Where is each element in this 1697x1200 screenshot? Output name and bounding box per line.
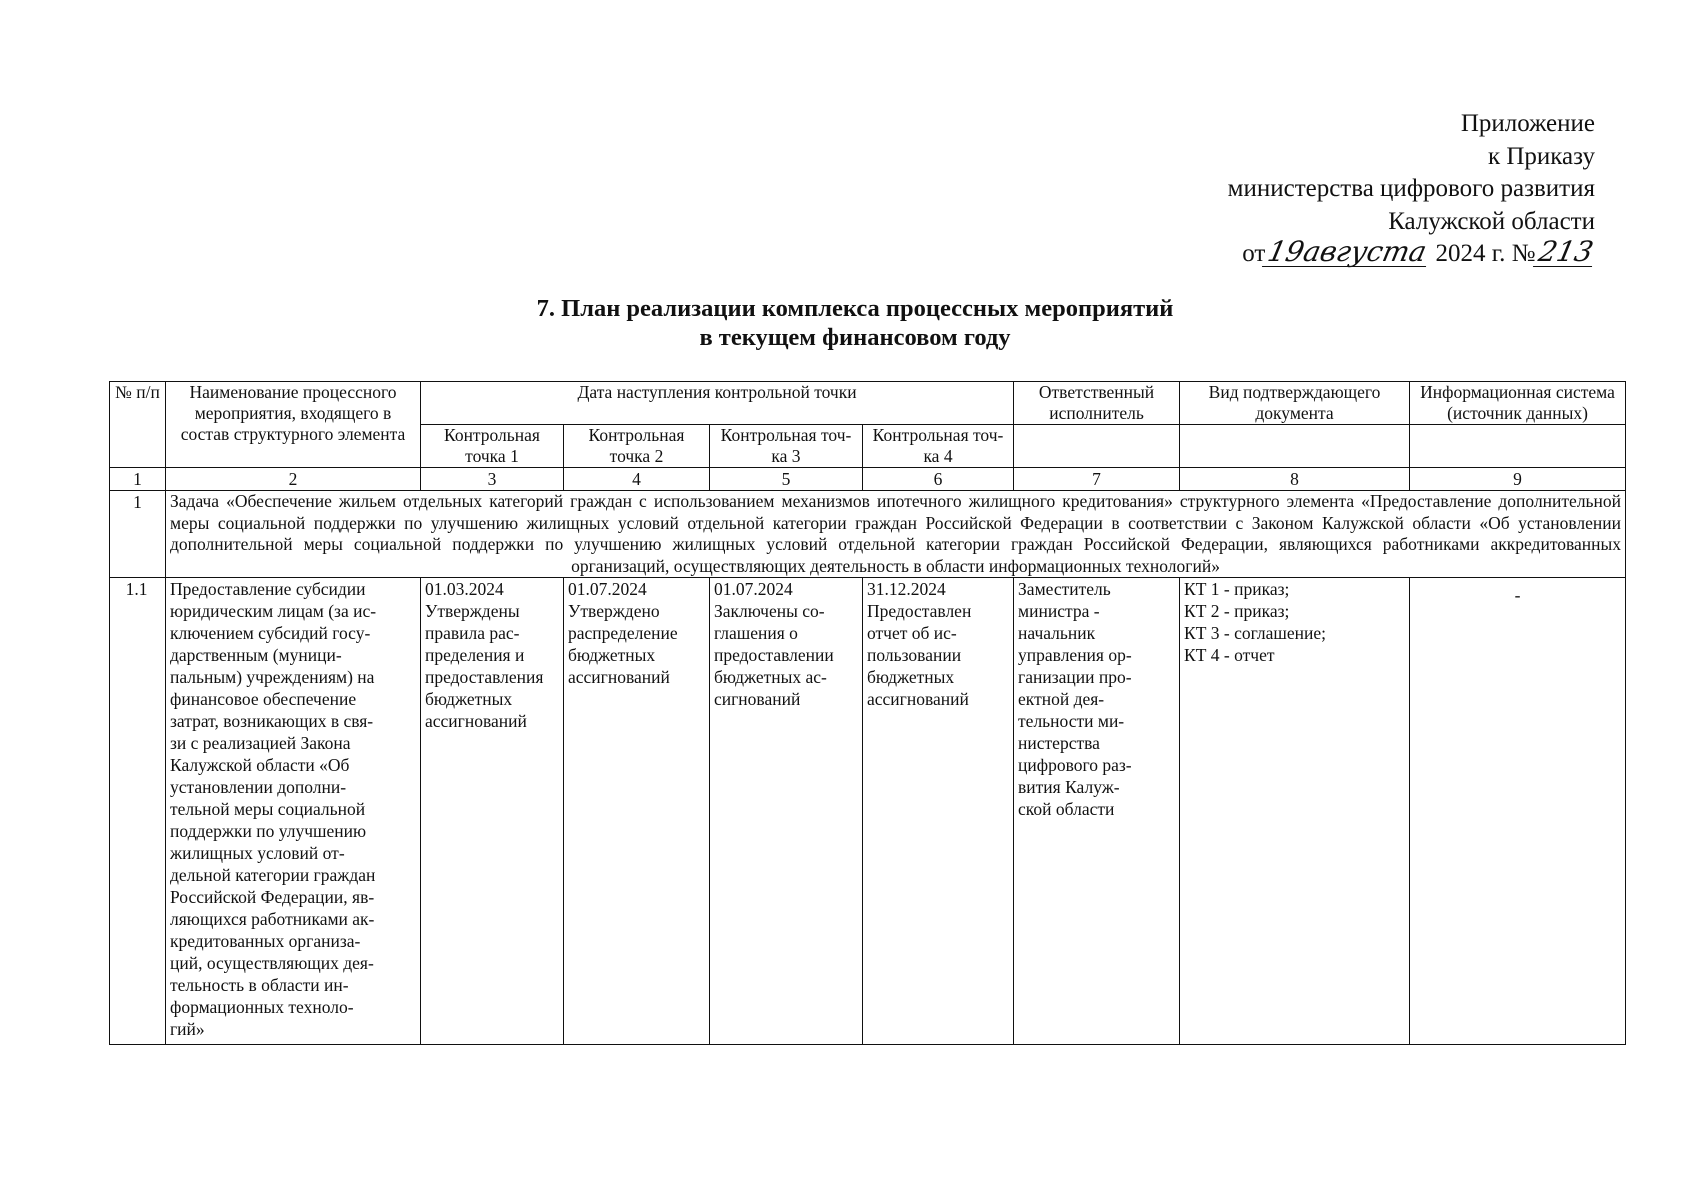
appendix-label: Приложение	[1460, 110, 1595, 137]
order-prefix: от	[1242, 240, 1266, 267]
task-row-num: 1	[110, 491, 166, 578]
to-order-label: к Приказу	[1487, 142, 1595, 170]
cell-text-line: КТ 2 - приказ;	[1184, 601, 1290, 621]
cell-text-line: Заключены со-	[714, 601, 825, 621]
cell-text-line: пальным) учреждениям) на	[170, 667, 375, 687]
cell-text-line: тельности ми-	[1018, 711, 1125, 731]
cell-text-line: бюджетных ас-	[714, 667, 827, 687]
cell-text-line: формационных техноло-	[170, 997, 354, 1017]
row-checkpoint-3	[710, 578, 863, 1045]
cell-text-line: установлении дополни-	[170, 777, 347, 797]
cell-text-line: затрат, возникающих в свя-	[170, 711, 374, 731]
row-checkpoint-1	[421, 578, 564, 1045]
cell-text-line: дельной категории граждан	[170, 865, 376, 885]
cell-text-line: начальник	[1018, 623, 1096, 643]
task-row	[110, 491, 1626, 578]
cell-text-line: 01.07.2024	[714, 579, 793, 599]
title-line-1: 7. План реализации комплекса процессных мероприятий	[536, 295, 1174, 322]
cell-text-line: финансовое обеспечение	[170, 689, 357, 709]
column-index: 4	[564, 468, 710, 491]
cell-text-line: управления ор-	[1018, 645, 1132, 665]
cell-text-line: ляющихся работниками ак-	[170, 909, 375, 929]
cell-text-line: пределения и	[425, 645, 525, 665]
column-index: 1	[110, 468, 166, 491]
column-index: 2	[166, 468, 421, 491]
cell-text-line: 01.07.2024	[568, 579, 647, 599]
col-header-doc-type: Вид подтверждающего документа	[1180, 382, 1410, 425]
cell-text-line: КТ 3 - соглашение;	[1184, 623, 1327, 643]
col-header-cp1: Контрольная точка 1	[421, 425, 564, 468]
cell-text-line: предоставлении	[714, 645, 834, 665]
implementation-plan-table	[109, 381, 1626, 1045]
ministry-name: министерства цифрового развития	[1227, 175, 1595, 202]
row-event-name	[166, 578, 421, 1045]
cell-text-line: поддержки по улучшению	[170, 821, 367, 841]
cell-text-line: Предоставлен	[867, 601, 972, 621]
row-info-system: -	[1410, 578, 1626, 1045]
cell-text-line: цифрового раз-	[1018, 755, 1132, 775]
cell-text-line: ассигнований	[568, 667, 670, 687]
cell-text-line: правила рас-	[425, 623, 520, 643]
cell-text-line: 01.03.2024	[425, 579, 504, 599]
cell-text-line: КТ 4 - отчет	[1184, 645, 1275, 665]
cell-text-line: Российской Федерации, яв-	[170, 887, 375, 907]
cell-text-line: ской области	[1018, 799, 1115, 819]
cell-text-line: глашения о	[714, 623, 798, 643]
cell-text-line: кредитованных организа-	[170, 931, 361, 951]
cell-text-line: дарственным (муници-	[170, 645, 342, 665]
table-row	[110, 578, 1626, 1045]
col-header-cp3: Контрольная точ-ка 3	[710, 425, 863, 468]
handwritten-order-date: 19августа	[1262, 238, 1432, 267]
column-index: 6	[863, 468, 1014, 491]
cell-text-line: Предоставление субсидии	[170, 579, 366, 599]
cell-text-line: предоставления	[425, 667, 544, 687]
order-year: 2024 г. №	[1435, 240, 1536, 267]
cell-text-line: жилищных условий от-	[170, 843, 345, 863]
page-title	[0, 294, 1697, 352]
cell-text-line: министра -	[1018, 601, 1100, 621]
cell-text-line: Заместитель	[1018, 579, 1111, 599]
col-header-num: № п/п	[110, 382, 166, 468]
row-checkpoint-2	[564, 578, 710, 1045]
col-header-responsible: Ответственный исполнитель	[1014, 382, 1180, 425]
cell-text-line: тельность в области ин-	[170, 975, 349, 995]
cell-text-line: вития Калуж-	[1018, 777, 1120, 797]
task-row-text: Задача «Обеспечение жильем отдельных категорий граждан с использованием механизмов ипотечного жилищного кредитования» структурного элемента «Предоставление дополнительной меры социальной поддержки по улучшению жилищных условий отдельной категории граждан Российской Федерации в соответствии с Законом Калужской области «Об установлении дополнительной меры социальной поддержки по улучшению жилищных условий отдельной категории граждан Российской Федерации, являющихся работниками аккредитованных организаций, осуществляющих деятельность в области информационных технологий»	[166, 491, 1626, 578]
col-header-date-group: Дата наступления контрольной точки	[421, 382, 1014, 425]
cell-text-line: ассигнований	[867, 689, 969, 709]
title-line-2: в текущем финансовом году	[699, 324, 1011, 351]
col-header-name: Наименование процессного мероприятия, входящего в состав структурного элемента	[166, 382, 421, 468]
col-header-info-system: Информационная система (источник данных)	[1410, 382, 1626, 425]
cell-text-line: ключением субсидий госу-	[170, 623, 371, 643]
col-header-cp4: Контрольная точ-ка 4	[863, 425, 1014, 468]
column-index: 9	[1410, 468, 1626, 491]
cell-text-line: Утверждено	[568, 601, 660, 621]
row-checkpoint-4	[863, 578, 1014, 1045]
cell-text-line: 31.12.2024	[867, 579, 946, 599]
cell-text-line: отчет об ис-	[867, 623, 957, 643]
cell-text-line: ций, осуществляющих дея-	[170, 953, 374, 973]
cell-text-line: пользовании	[867, 645, 962, 665]
cell-text-line: ектной дея-	[1018, 689, 1105, 709]
cell-text-line: бюджетных	[867, 667, 955, 687]
column-index: 7	[1014, 468, 1180, 491]
cell-text-line: бюджетных	[568, 645, 656, 665]
row-num: 1.1	[110, 578, 166, 1045]
region-name: Калужской области	[1388, 207, 1595, 235]
cell-text-line: гий»	[170, 1019, 205, 1039]
cell-text-line: Калужской области «Об	[170, 755, 350, 775]
cell-text-line: юридическим лицам (за ис-	[170, 601, 377, 621]
column-index-row	[110, 468, 1626, 491]
cell-text-line: бюджетных	[425, 689, 513, 709]
cell-text-line: нистерства	[1018, 733, 1100, 753]
cell-text-line: тельной меры социальной	[170, 799, 366, 819]
column-index: 3	[421, 468, 564, 491]
col-header-info-system-empty	[1410, 425, 1626, 468]
cell-text-line: распределение	[568, 623, 678, 643]
column-index: 5	[710, 468, 863, 491]
col-header-doc-type-empty	[1180, 425, 1410, 468]
cell-text-line: зи с реализацией Закона	[170, 733, 351, 753]
row-responsible	[1014, 578, 1180, 1045]
column-index: 8	[1180, 468, 1410, 491]
cell-text-line: Утверждены	[425, 601, 520, 621]
cell-text-line: сигнований	[714, 689, 801, 709]
col-header-responsible-empty	[1014, 425, 1180, 468]
appendix-header	[1228, 108, 1595, 271]
cell-text-line: ганизации про-	[1018, 667, 1132, 687]
order-reference	[1228, 235, 1596, 271]
handwritten-order-number: 213	[1532, 238, 1598, 267]
header-row-1	[110, 382, 1626, 425]
cell-text-line: ассигнований	[425, 711, 527, 731]
cell-text-line: КТ 1 - приказ;	[1184, 579, 1290, 599]
row-doc-type	[1180, 578, 1410, 1045]
col-header-cp2: Контрольная точка 2	[564, 425, 710, 468]
